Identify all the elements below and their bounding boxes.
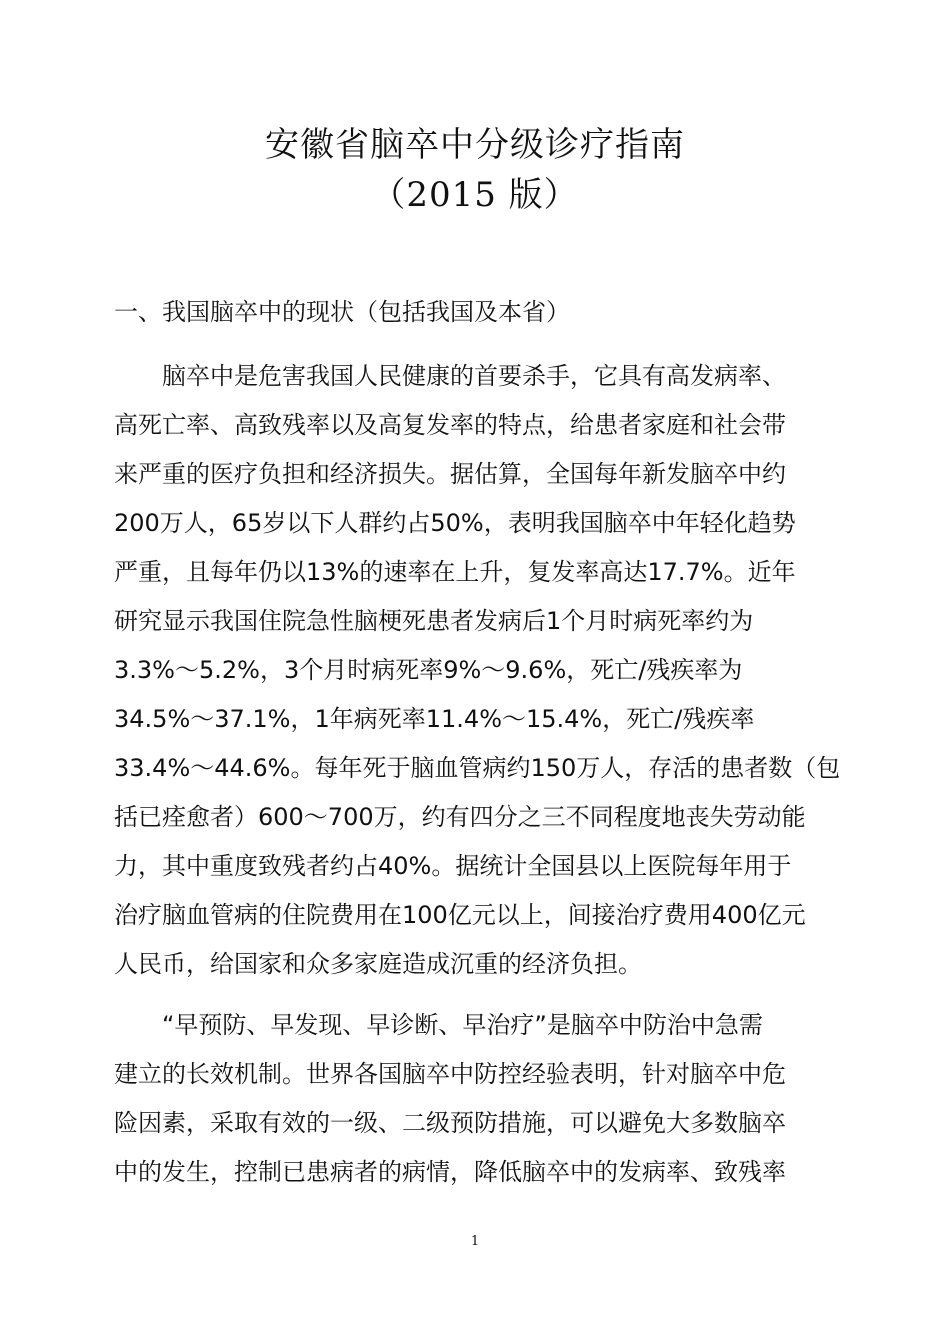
document-subtitle-edition: （2015 版） xyxy=(371,175,579,215)
paragraph-line: 括已痊愈者）600～700万，约有四分之三不同程度地丧失劳动能 xyxy=(114,803,806,831)
paragraph-2 xyxy=(114,1001,844,1197)
document-title: 安徽省脑卒中分级诊疗指南 xyxy=(265,125,685,165)
paragraph-line: 险因素，采取有效的一级、二级预防措施，可以避免大多数脑卒 xyxy=(114,1109,786,1137)
section-heading: 一、我国脑卒中的现状（包括我国及本省） xyxy=(114,298,570,326)
paragraph-line: 治疗脑血管病的住院费用在100亿元以上，间接治疗费用400亿元 xyxy=(114,901,806,929)
paragraph-line: 人民币，给国家和众多家庭造成沉重的经济负担。 xyxy=(114,950,642,978)
page-number: 1 xyxy=(470,1234,480,1249)
paragraph-line: 200万人，65岁以下人群约占50%，表明我国脑卒中年轻化趋势 xyxy=(114,509,796,537)
paragraph-line: 力，其中重度致残者约占40%。据统计全国县以上医院每年用于 xyxy=(114,852,792,880)
paragraph-line: 建立的长效机制。世界各国脑卒中防控经验表明，针对脑卒中危 xyxy=(114,1060,786,1088)
paragraph-line: 来严重的医疗负担和经济损失。据估算，全国每年新发脑卒中约 xyxy=(114,460,786,488)
paragraph-line: 严重，且每年仍以13%的速率在上升，复发率高达17.7%。近年 xyxy=(114,558,796,586)
paragraph-line: 34.5%～37.1%，1年病死率11.4%～15.4%，死亡/残疾率 xyxy=(114,705,755,733)
paragraph-line: 脑卒中是危害我国人民健康的首要杀手，它具有高发病率、 xyxy=(114,362,786,390)
paragraph-line: 3.3%～5.2%，3个月时病死率9%～9.6%，死亡/残疾率为 xyxy=(114,656,743,684)
paragraph-line: 研究显示我国住院急性脑梗死患者发病后1个月时病死率约为 xyxy=(114,607,754,635)
paragraph-line: 高死亡率、高致残率以及高复发率的特点，给患者家庭和社会带 xyxy=(114,411,786,439)
paragraph-line: 中的发生，控制已患病者的病情，降低脑卒中的发病率、致残率 xyxy=(114,1158,786,1186)
paragraph-line: 33.4%～44.6%。每年死于脑血管病约150万人，存活的患者数（包 xyxy=(114,754,841,782)
paragraph-1 xyxy=(114,352,844,989)
paragraph-line: “早预防、早发现、早诊断、早治疗”是脑卒中防治中急需 xyxy=(114,1011,763,1039)
